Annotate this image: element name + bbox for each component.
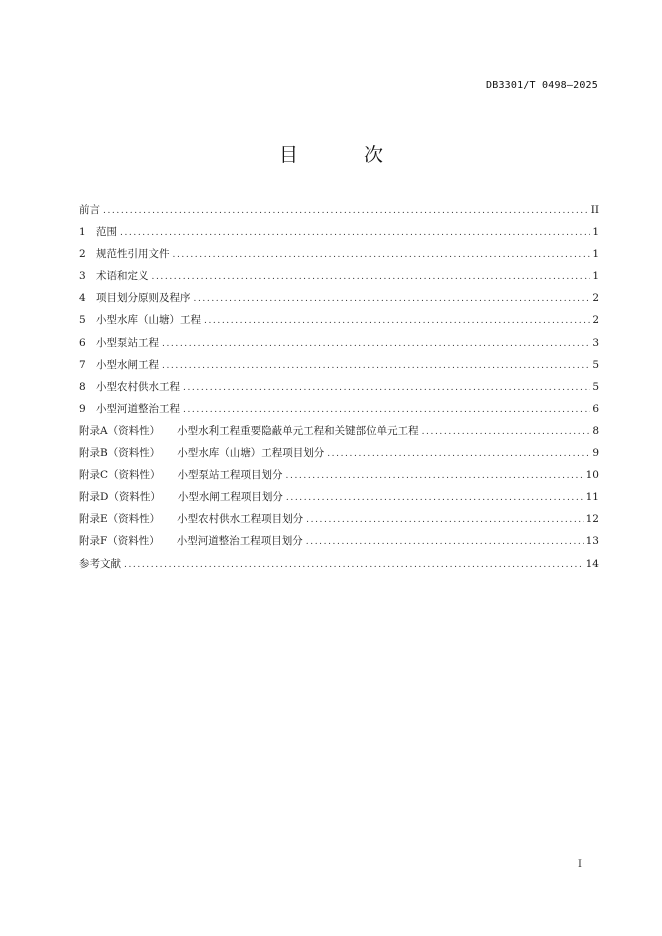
toc-entry-page: 3 — [592, 336, 599, 349]
toc-entry[interactable] — [79, 199, 599, 221]
toc-entry-number: 5 — [79, 314, 86, 327]
toc-entry-subtitle: 小型泵站工程项目划分 — [177, 469, 283, 482]
toc-entry-page: 5 — [592, 358, 599, 371]
toc-dot-leader — [286, 465, 584, 487]
toc-entry[interactable] — [79, 287, 599, 309]
toc-entry-label: 小型河道整治工程 — [96, 402, 180, 415]
toc-entry-label: 附录D（资料性） — [79, 491, 161, 504]
toc-entry-page: 1 — [592, 248, 599, 261]
toc-entry[interactable] — [79, 530, 599, 552]
toc-entry-label: 附录A（资料性） — [79, 424, 161, 437]
toc-entry[interactable] — [79, 420, 599, 442]
toc-entry[interactable] — [79, 486, 599, 508]
toc-entry-page: 1 — [592, 226, 599, 239]
toc-entry-label: 术语和定义 — [96, 270, 149, 283]
toc-entry-number: 4 — [79, 292, 86, 305]
toc-entry-label: 小型农村供水工程 — [96, 380, 180, 393]
toc-entry[interactable] — [79, 376, 599, 398]
toc-entry[interactable] — [79, 354, 599, 376]
toc-dot-leader — [162, 355, 590, 377]
toc-entry-subtitle: 小型水闸工程项目划分 — [177, 491, 283, 504]
toc-entry-number: 2 — [79, 248, 86, 261]
toc-entry-page: II — [590, 204, 599, 216]
toc-entry-page: 8 — [592, 424, 599, 437]
toc-dot-leader — [306, 531, 584, 553]
toc-entry[interactable] — [79, 243, 599, 265]
toc-dot-leader — [120, 222, 590, 244]
toc-dot-leader — [306, 509, 583, 531]
toc-entry-page: 13 — [585, 535, 599, 548]
toc-entry-label: 范围 — [96, 226, 117, 239]
toc-entry-page: 12 — [585, 513, 599, 526]
toc-entry-page: 2 — [592, 292, 599, 305]
toc-entry-number: 6 — [79, 336, 86, 349]
page-number: I — [578, 859, 582, 870]
toc-entry[interactable] — [79, 398, 599, 420]
toc-entry-label: 附录E（资料性） — [79, 513, 161, 526]
toc-dot-leader — [103, 200, 589, 222]
toc-entry-subtitle: 小型农村供水工程项目划分 — [177, 513, 304, 526]
toc-entry-label: 附录F（资料性） — [79, 535, 160, 548]
toc-dot-leader — [162, 333, 590, 355]
toc-entry-page: 11 — [585, 491, 599, 504]
toc-entry-number: 8 — [79, 380, 86, 393]
toc-entry-label: 前言 — [79, 204, 100, 216]
toc-entry-page: 10 — [585, 469, 599, 482]
toc-entry[interactable] — [79, 309, 599, 331]
toc-entry[interactable] — [79, 265, 599, 287]
toc-entry-page: 5 — [592, 380, 599, 393]
toc-dot-leader — [194, 288, 591, 310]
toc-dot-leader — [124, 554, 584, 576]
toc-entry[interactable] — [79, 442, 599, 464]
toc-entry[interactable] — [79, 464, 599, 486]
toc-entry-label: 小型水库（山塘）工程 — [96, 314, 201, 327]
toc-entry-label: 参考文献 — [79, 557, 121, 570]
toc-entry-number: 3 — [79, 270, 86, 283]
toc-entry-page: 2 — [592, 314, 599, 327]
toc-dot-leader — [173, 244, 591, 266]
toc-entry-subtitle: 小型水库（山塘）工程项目划分 — [177, 447, 325, 460]
toc-dot-leader — [152, 266, 591, 288]
toc-entry-subtitle: 小型河道整治工程项目划分 — [176, 535, 303, 548]
toc-entry[interactable] — [79, 553, 599, 575]
toc-dot-leader — [327, 443, 590, 465]
toc-dot-leader — [422, 421, 591, 443]
toc-entry[interactable] — [79, 221, 599, 243]
toc-entry-label: 小型水闸工程 — [96, 358, 159, 371]
toc-entry-subtitle: 小型水利工程重要隐蔽单元工程和关键部位单元工程 — [177, 424, 419, 437]
toc-entry[interactable] — [79, 508, 599, 530]
table-of-contents — [79, 199, 599, 575]
toc-dot-leader — [183, 399, 590, 421]
toc-entry-label: 项目划分原则及程序 — [96, 292, 191, 305]
toc-entry-page: 14 — [585, 557, 599, 570]
toc-title: 目 次 — [278, 144, 414, 166]
toc-entry-label: 规范性引用文件 — [96, 248, 170, 261]
toc-entry-number: 9 — [79, 402, 86, 415]
toc-entry-label: 附录B（资料性） — [79, 447, 161, 460]
toc-entry-label: 小型泵站工程 — [96, 336, 159, 349]
toc-entry-number: 7 — [79, 358, 86, 371]
toc-entry[interactable] — [79, 332, 599, 354]
document-code: DB3301/T 0498—2025 — [486, 80, 598, 91]
toc-entry-page: 6 — [592, 402, 599, 415]
toc-entry-page: 9 — [592, 447, 599, 460]
toc-entry-page: 1 — [592, 270, 599, 283]
toc-dot-leader — [183, 377, 590, 399]
toc-entry-number: 1 — [79, 226, 86, 239]
toc-entry-label: 附录C（资料性） — [79, 469, 161, 482]
toc-dot-leader — [286, 487, 584, 509]
toc-dot-leader — [204, 310, 590, 332]
